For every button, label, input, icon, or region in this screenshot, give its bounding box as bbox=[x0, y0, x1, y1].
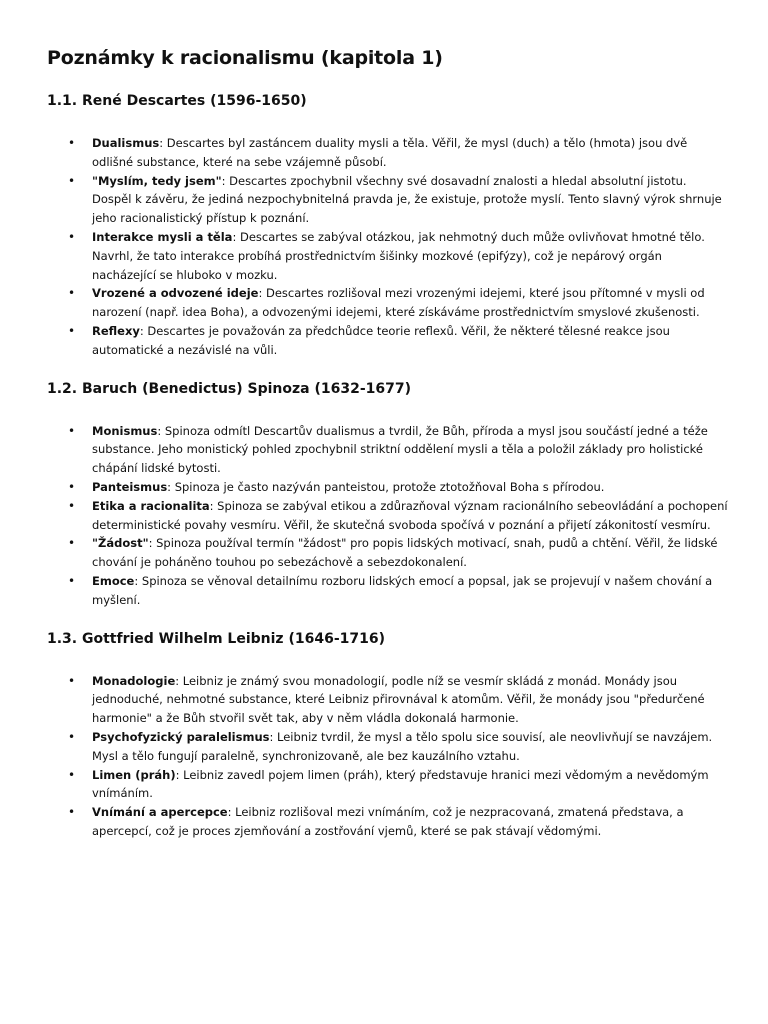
item-description: Descartes rozlišoval mezi vrozenými idejemi, které jsou přítomné v mysli od narození (např. idea Boha), a odvozenými idejemi, které získáváme prostřednictvím smyslové zkušenosti. bbox=[92, 286, 705, 320]
bullet-icon: • bbox=[68, 573, 76, 588]
item-description: Descartes se zabýval otázkou, jak nehmotný duch může ovlivňovat hmotné tělo. Navrhl, že tato interakce probíhá prostřednictvím šišinky mozkové (epifýzy), což je nepárový orgán nacházející se hluboko v mozku. bbox=[92, 229, 705, 282]
item-term: "Žádost" bbox=[92, 536, 149, 551]
bullet-icon: • bbox=[68, 805, 76, 820]
item-term: Limen (práh) bbox=[92, 767, 176, 782]
bullet-icon: • bbox=[68, 479, 76, 494]
term-separator: : bbox=[159, 136, 164, 150]
term-separator: : bbox=[175, 767, 180, 782]
term-separator: : bbox=[175, 673, 180, 688]
item-description: Leibniz zavedl pojem limen (práh), který představuje hranici mezi vědomým a nevědomým vnímáním. bbox=[92, 767, 709, 801]
bullet-icon: • bbox=[68, 673, 76, 688]
bullet-icon: • bbox=[68, 536, 76, 551]
section-heading: 1.3. Gottfried Wilhelm Leibniz (1646-1716) bbox=[47, 630, 385, 647]
term-separator: : bbox=[148, 536, 153, 551]
item-term: Dualismus bbox=[92, 136, 160, 150]
bullet-list bbox=[47, 672, 728, 841]
item-term: Etika a racionalita bbox=[92, 498, 210, 513]
item-description: Spinoza odmítl Descartův dualismus a tvrdil, že Bůh, příroda a mysl jsou součástí jedné a téže substance. Jeho monistický pohled zpochybnil striktní oddělení mysli a těla a položil základy pro holistické chápání lidské bytosti. bbox=[92, 423, 708, 476]
term-separator: : bbox=[232, 229, 237, 244]
item-description: Leibniz je známý svou monadologií, podle níž se vesmír skládá z monád. Monády jsou jednoduché, nehmotné substance, které Leibniz přirovnával k atomům. Věřil, že monády jsou "předurčené harmonie" a že Bůh stvořil svět tak, aby v něm vládla dokonalá harmonie. bbox=[92, 673, 705, 726]
section-heading: 1.2. Baruch (Benedictus) Spinoza (1632-1677) bbox=[47, 380, 412, 397]
item-term: Psychofyzický paralelismus bbox=[92, 729, 270, 744]
bullet-icon: • bbox=[68, 286, 76, 301]
list-item bbox=[68, 534, 728, 572]
item-term: Monismus bbox=[92, 423, 158, 438]
list-item bbox=[68, 422, 728, 478]
bullet-icon: • bbox=[68, 229, 76, 244]
term-separator: : bbox=[269, 729, 274, 744]
term-separator: : bbox=[221, 173, 226, 188]
bullet-icon: • bbox=[68, 729, 76, 744]
item-description: Spinoza je často nazýván panteistou, protože ztotožňoval Boha s přírodou. bbox=[171, 479, 605, 494]
list-item bbox=[68, 497, 728, 535]
item-description: Spinoza používal termín "žádost" pro popis lidských motivací, snah, pudů a chtění. Věřil, že lidské chování je poháněno touhou po sebezáchově a sebezdokonalení. bbox=[92, 536, 718, 570]
list-item bbox=[68, 228, 728, 284]
list-item bbox=[68, 322, 728, 360]
section bbox=[47, 628, 728, 841]
item-description: Descartes byl zastáncem duality mysli a těla. Věřil, že mysl (duch) a tělo (hmota) jsou dvě odlišné substance, které na sebe vzájemně působí. bbox=[92, 136, 688, 169]
list-item bbox=[68, 766, 728, 804]
list-item bbox=[68, 803, 728, 841]
bullet-list bbox=[47, 134, 728, 360]
term-separator: : bbox=[258, 286, 263, 301]
item-description: Spinoza se zabýval etikou a zdůrazňoval význam racionálního sebeovládání a pochopení deterministické povahy vesmíru. Věřil, že skutečná svoboda spočívá v poznání a přijetí zákonitostí vesmíru. bbox=[92, 498, 728, 532]
term-separator: : bbox=[167, 479, 172, 494]
bullet-icon: • bbox=[68, 498, 76, 513]
section bbox=[47, 378, 728, 610]
list-item bbox=[68, 478, 728, 497]
item-term: Reflexy bbox=[92, 323, 140, 338]
item-description: Descartes zpochybnil všechny své dosavadní znalosti a hledal absolutní jistotu. Dospěl k závěru, že jediná nezpochybnitelná pravda je, že existuje, protože myslí. Tento slavný výrok shrnuje jeho racionalistický přístup k poznání. bbox=[92, 173, 722, 226]
item-term: Vnímání a apercepce bbox=[92, 805, 228, 820]
item-term: Monadologie bbox=[92, 673, 176, 688]
section bbox=[47, 90, 728, 360]
list-item bbox=[68, 172, 728, 228]
list-item bbox=[68, 134, 728, 172]
bullet-icon: • bbox=[68, 323, 76, 338]
bullet-icon: • bbox=[68, 173, 76, 188]
list-item bbox=[68, 284, 728, 322]
term-separator: : bbox=[139, 323, 144, 338]
item-description: Spinoza se věnoval detailnímu rozboru lidských emocí a popsal, jak se projevují v našem chování a myšlení. bbox=[92, 573, 713, 607]
item-description: Leibniz tvrdil, že mysl a tělo spolu sice souvisí, ale neovlivňují se navzájem. Mysl a tělo fungují paralelně, synchronizovaně, ale bez kauzálního vztahu. bbox=[92, 729, 713, 763]
list-item bbox=[68, 728, 728, 766]
term-separator: : bbox=[227, 805, 232, 820]
item-term: Emoce bbox=[92, 573, 135, 588]
item-term: Panteismus bbox=[92, 479, 168, 494]
bullet-icon: • bbox=[68, 136, 76, 150]
sections-container bbox=[47, 90, 728, 841]
item-term: Vrozené a odvozené ideje bbox=[92, 286, 259, 301]
page-title: Poznámky k racionalismu (kapitola 1) bbox=[47, 47, 443, 69]
bullet-icon: • bbox=[68, 423, 76, 438]
item-term: "Myslím, tedy jsem" bbox=[92, 173, 222, 188]
bullet-icon: • bbox=[68, 767, 76, 782]
list-item bbox=[68, 572, 728, 610]
term-separator: : bbox=[157, 423, 162, 438]
item-description: Leibniz rozlišoval mezi vnímáním, což je nezpracovaná, zmatená představa, a apercepcí, což je proces zjemňování a zostřování vjemů, které se pak stávají vědomými. bbox=[92, 805, 684, 838]
list-item bbox=[68, 672, 728, 728]
item-description: Descartes je považován za předchůdce teorie reflexů. Věřil, že některé tělesné reakce jsou automatické a nezávislé na vůli. bbox=[92, 323, 670, 357]
term-separator: : bbox=[209, 498, 214, 513]
bullet-list bbox=[47, 422, 728, 610]
section-heading: 1.1. René Descartes (1596-1650) bbox=[47, 93, 307, 109]
term-separator: : bbox=[134, 573, 139, 588]
item-term: Interakce mysli a těla bbox=[92, 229, 233, 244]
